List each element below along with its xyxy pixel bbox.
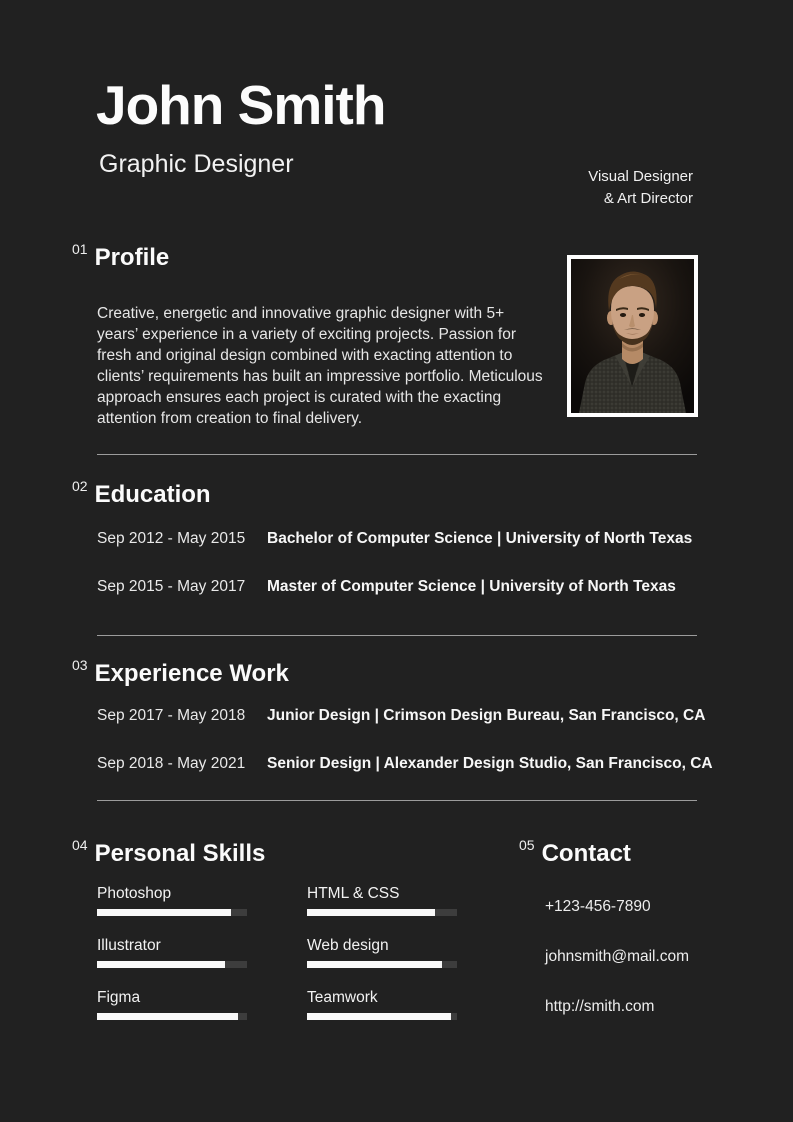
role-subtitle: Graphic Designer [99,150,294,178]
profile-photo [567,255,698,417]
education-row [97,578,692,595]
skill-label: Illustrator [97,937,161,954]
section-number: 02 [72,478,88,494]
skill-item [97,936,247,988]
skill-bar-fill [307,909,435,916]
name-title: John Smith [96,74,386,136]
section-title: Contact [541,840,631,867]
section-divider [97,454,697,455]
contact-email[interactable]: johnsmith@mail.com [545,948,690,965]
experience-date: Sep 2017 - May 2018 [97,707,246,724]
section-title: Experience Work [94,660,289,687]
section-number: 01 [72,241,88,257]
skill-label: Photoshop [97,885,172,902]
skill-item [307,884,457,936]
section-number: 04 [72,837,88,853]
education-date: Sep 2015 - May 2017 [97,578,246,595]
skills-grid [97,884,457,1040]
education-description: Bachelor of Computer Science | University of North Texas [267,530,693,547]
tagline-line-2: & Art Director [603,190,693,207]
contact-list [545,898,689,1048]
skill-item [97,884,247,936]
portrait-illustration [571,259,694,413]
skill-bar-fill [307,961,442,968]
skill-bar-track [97,1013,247,1020]
section-number: 03 [72,657,88,673]
skill-label: Figma [97,989,141,1006]
contact-section-heading [519,838,631,867]
experience-description: Junior Design | Crimson Design Bureau, San Francisco, CA [267,707,706,724]
tagline [588,166,693,210]
skill-bar-track [97,909,247,916]
tagline-line-1: Visual Designer [588,168,693,185]
section-number: 05 [519,837,535,853]
skill-bar-track [307,1013,457,1020]
skill-item [97,988,247,1040]
education-date: Sep 2012 - May 2015 [97,530,246,547]
experience-row [97,755,713,772]
section-title: Profile [94,244,170,271]
experience-date: Sep 2018 - May 2021 [97,755,246,772]
contact-website[interactable]: http://smith.com [545,998,655,1015]
contact-phone[interactable]: +123-456-7890 [545,898,651,915]
skill-item [307,936,457,988]
section-title: Personal Skills [94,840,266,867]
skill-bar-fill [307,1013,451,1020]
profile-section-heading [72,242,169,271]
skill-label: HTML & CSS [307,885,400,902]
education-rows [97,530,692,626]
section-divider [97,635,697,636]
skill-bar-fill [97,961,225,968]
experience-rows [97,707,713,803]
skill-label: Teamwork [307,989,378,1006]
profile-text: Creative, energetic and innovative graphic designer with 5+ years’ experience in a variety of exciting projects. Passion for fresh and original design combined with exacting attention to clients’ requirements has built an impressive portfolio. Meticulous approach ensures each project is curated with the exacting attention from creation to final delivery. [97,304,543,427]
skill-item [307,988,457,1040]
education-section-heading [72,479,211,508]
education-row [97,530,692,547]
skill-bar-track [307,909,457,916]
skill-bar-track [97,961,247,968]
skill-bar-track [307,961,457,968]
education-description: Master of Computer Science | University of North Texas [267,578,676,595]
section-divider [97,800,697,801]
skill-bar-fill [97,909,231,916]
skill-bar-fill [97,1013,238,1020]
skills-section-heading [72,838,265,867]
experience-description: Senior Design | Alexander Design Studio, San Francisco, CA [267,755,713,772]
section-title: Education [94,481,211,508]
skill-label: Web design [307,937,389,954]
experience-row [97,707,713,724]
experience-section-heading [72,658,289,687]
